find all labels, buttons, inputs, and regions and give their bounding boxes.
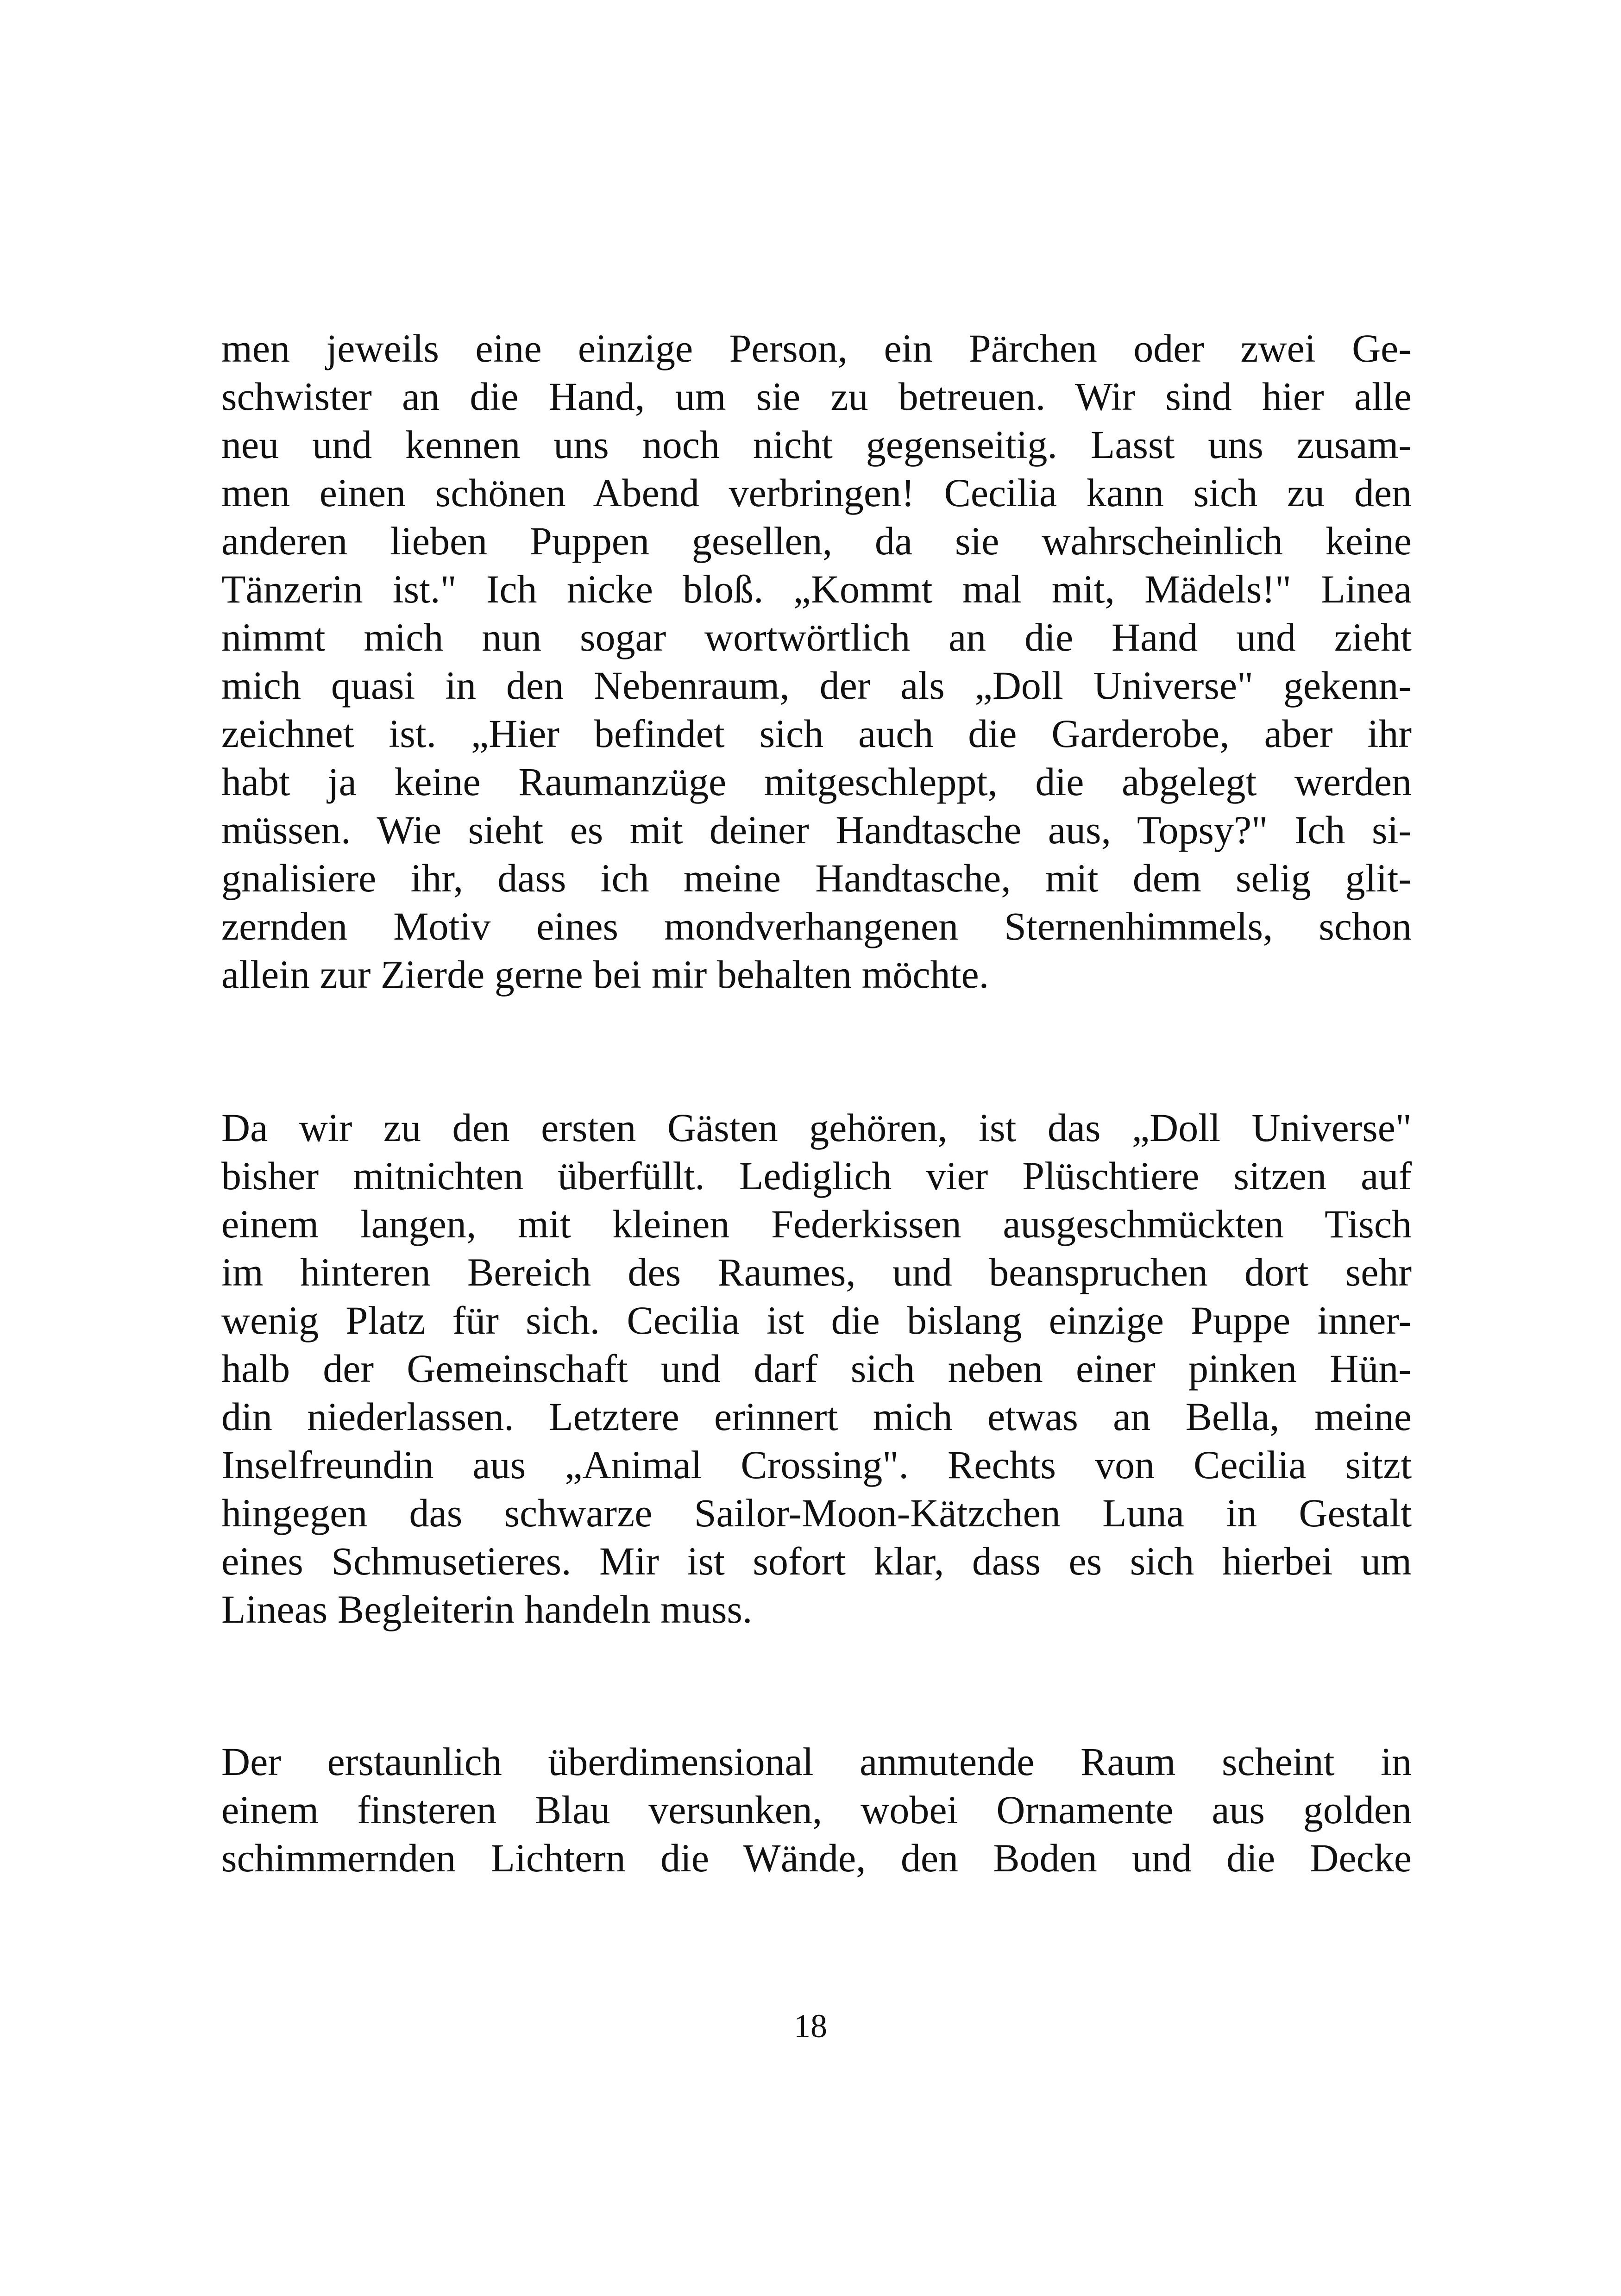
text-line: zernden Motiv eines mondverhangenen Sternenhimmels, schon (221, 904, 1412, 948)
text-line: men einen schönen Abend verbringen! Cecilia kann sich zu den (221, 470, 1412, 515)
text-line: einem langen, mit kleinen Federkissen ausgeschmückten Tisch (221, 1202, 1412, 1246)
text-line: wenig Platz für sich. Cecilia ist die bislang einzige Puppe inner- (221, 1298, 1412, 1342)
text-line: anderen lieben Puppen gesellen, da sie wahrscheinlich keine (221, 519, 1412, 563)
paragraph-3 (221, 1738, 1412, 1882)
text-line: halb der Gemeinschaft und darf sich neben einer pinken Hün- (221, 1346, 1412, 1391)
text-line: im hinteren Bereich des Raumes, und beanspruchen dort sehr (221, 1250, 1412, 1294)
text-line: Der erstaunlich überdimensional anmutende Raum scheint in (221, 1739, 1412, 1784)
text-line: müssen. Wie sieht es mit deiner Handtasche aus, Topsy?" Ich si- (221, 808, 1412, 852)
page-number: 18 (794, 2007, 827, 2045)
text-line: Da wir zu den ersten Gästen gehören, ist das „Doll Universe" (221, 1105, 1412, 1150)
text-line: allein zur Zierde gerne bei mir behalten möchte. (221, 952, 989, 997)
text-line: gnalisiere ihr, dass ich meine Handtasche, mit dem selig glit- (221, 856, 1412, 900)
text-line: eines Schmusetieres. Mir ist sofort klar, dass es sich hierbei um (221, 1539, 1412, 1583)
paragraph-2 (221, 1104, 1412, 1633)
text-line: mich quasi in den Nebenraum, der als „Doll Universe" gekenn- (221, 663, 1412, 708)
text-line: Tänzerin ist." Ich nicke bloß. „Kommt mal mit, Mädels!" Linea (221, 567, 1412, 611)
text-line: din niederlassen. Letztere erinnert mich etwas an Bella, meine (221, 1394, 1412, 1439)
text-line: hingegen das schwarze Sailor-Moon-Kätzchen Luna in Gestalt (221, 1491, 1412, 1535)
text-line: habt ja keine Raumanzüge mitgeschleppt, die abgelegt werden (221, 759, 1412, 804)
text-line: nimmt mich nun sogar wortwörtlich an die Hand und zieht (221, 615, 1412, 659)
text-line: einem finsteren Blau versunken, wobei Ornamente aus golden (221, 1788, 1412, 1832)
text-line: men jeweils eine einzige Person, ein Pärchen oder zwei Ge- (221, 326, 1412, 370)
text-line: schimmernden Lichtern die Wände, den Boden und die Decke (221, 1836, 1412, 1880)
text-line: schwister an die Hand, um sie zu betreuen. Wir sind hier alle (221, 374, 1412, 419)
text-line: neu und kennen uns noch nicht gegenseitig. Lasst uns zusam- (221, 422, 1412, 467)
text-line: bisher mitnichten überfüllt. Lediglich vier Plüschtiere sitzen auf (221, 1154, 1412, 1198)
text-line: Inselfreundin aus „Animal Crossing". Rechts von Cecilia sitzt (221, 1443, 1412, 1487)
text-line: Lineas Begleiterin handeln muss. (221, 1587, 753, 1631)
paragraph-1 (221, 324, 1412, 998)
text-line: zeichnet ist. „Hier befindet sich auch die Garderobe, aber ihr (221, 711, 1412, 756)
